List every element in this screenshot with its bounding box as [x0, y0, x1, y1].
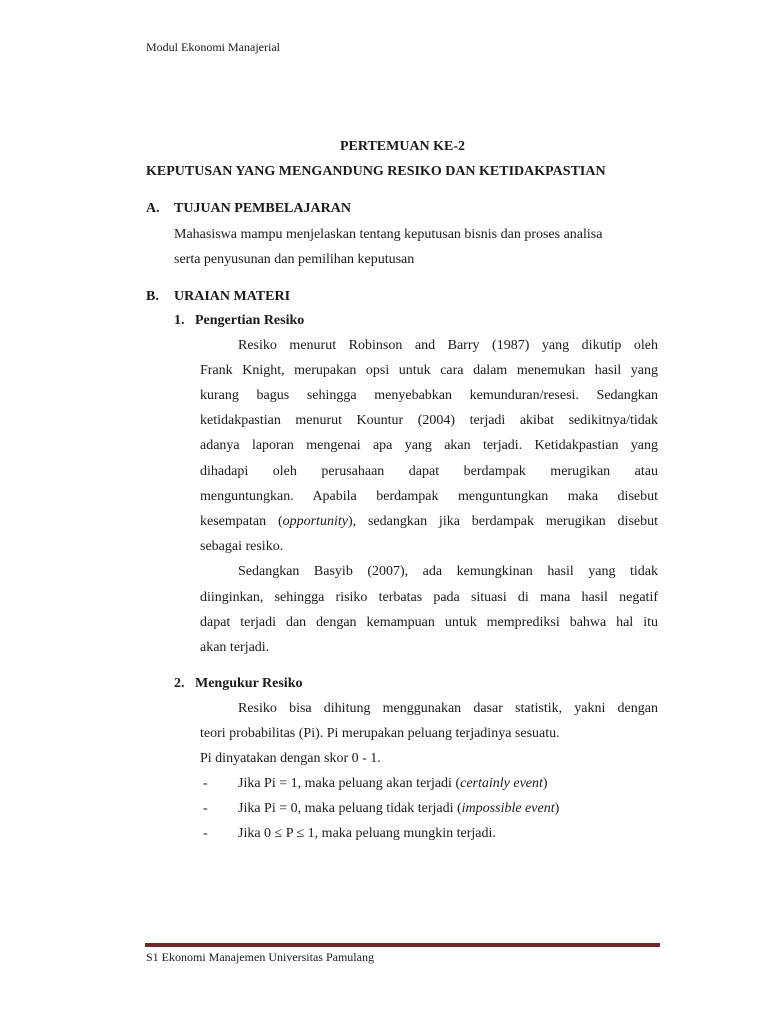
- text-fragment: kesempatan (: [200, 514, 283, 529]
- sub1-heading: 1. Pengertian Resiko: [174, 313, 305, 328]
- section-a-heading: [146, 201, 351, 217]
- sub1-p1-line-7: menguntungkan. Apabila berdampak menguntungkan maka disebut: [200, 489, 658, 504]
- sub1-p1-line-6: dihadapi oleh perusahaan dapat berdampak merugikan atau: [200, 464, 658, 479]
- sub1-p2-line-3: dapat terjadi dan dengan kemampuan untuk memprediksi bahwa hal itu: [200, 615, 658, 630]
- dash-bullet: -: [203, 776, 208, 791]
- dash-bullet: -: [203, 801, 208, 816]
- page-subtitle: KEPUTUSAN YANG MENGANDUNG RESIKO DAN KETIDAKPASTIAN: [146, 164, 606, 179]
- sub1-p1-line-3: kurang bagus sehingga menyebabkan kemunduran/resesi. Sedangkan: [200, 388, 658, 403]
- section-a-line-2: serta penyusunan dan pemilihan keputusan: [174, 252, 415, 267]
- text-fragment: ): [542, 776, 548, 791]
- text-fragment: ), sedangkan jika berdampak merugikan disebut: [347, 514, 658, 529]
- emphasis-impossible-event: impossible event: [461, 801, 555, 816]
- page-footer: S1 Ekonomi Manajemen Universitas Pamulang: [146, 950, 374, 964]
- dash-bullet: -: [203, 826, 208, 841]
- bullet-2: [238, 801, 559, 817]
- footer-divider: [145, 943, 660, 947]
- section-b-heading: [146, 289, 290, 305]
- section-b-title: URAIAN MATERI: [174, 289, 291, 304]
- sub1-p1-line-9: sebagai resiko.: [200, 539, 284, 554]
- emphasis-certainly-event: certainly event: [460, 776, 543, 791]
- sub1-p2-line-1: Sedangkan Basyib (2007), ada kemungkinan hasil yang tidak: [238, 564, 658, 579]
- section-a-marker: A.: [146, 201, 160, 216]
- sub1-p1-line-2: Frank Knight, merupakan opsi untuk cara dalam menemukan hasil yang: [200, 363, 658, 378]
- sub2-heading: 2. Mengukur Resiko: [174, 676, 303, 691]
- page-header: Modul Ekonomi Manajerial: [146, 40, 280, 54]
- sub2-p1-line-1: Resiko bisa dihitung menggunakan dasar statistik, yakni dengan: [238, 701, 658, 716]
- sub1-p2-line-4: akan terjadi.: [200, 640, 270, 655]
- sub1-p1-line-4: ketidakpastian menurut Kountur (2004) terjadi akibat sedikitnya/tidak: [200, 413, 658, 428]
- sub2-p2: Pi dinyatakan dengan skor 0 - 1.: [200, 751, 381, 766]
- section-b-marker: B.: [146, 289, 159, 304]
- sub2-p1-line-2: teori probabilitas (Pi). Pi merupakan peluang terjadinya sesuatu.: [200, 726, 560, 741]
- section-a-title: TUJUAN PEMBELAJARAN: [174, 201, 351, 216]
- section-a-line-1: Mahasiswa mampu menjelaskan tentang keputusan bisnis dan proses analisa: [174, 227, 603, 242]
- text-fragment: ): [554, 801, 560, 816]
- sub1-p2-line-2: diinginkan, sehingga risiko terbatas pada situasi di mana hasil negatif: [200, 590, 658, 605]
- page-title: PERTEMUAN KE-2: [339, 139, 466, 154]
- sub1-p1-line-1: Resiko menurut Robinson and Barry (1987) yang dikutip oleh: [238, 338, 658, 353]
- sub1-p1-line-5: adanya laporan mengenai apa yang akan terjadi. Ketidakpastian yang: [200, 438, 658, 453]
- text-fragment: Jika Pi = 0, maka peluang tidak terjadi (: [238, 801, 462, 816]
- emphasis-opportunity: opportunity: [282, 514, 348, 529]
- sub1-p1-line-8: [200, 514, 658, 530]
- bullet-1: [238, 776, 548, 792]
- bullet-3: Jika 0 ≤ P ≤ 1, maka peluang mungkin terjadi.: [238, 826, 496, 841]
- text-fragment: Jika Pi = 1, maka peluang akan terjadi (: [238, 776, 461, 791]
